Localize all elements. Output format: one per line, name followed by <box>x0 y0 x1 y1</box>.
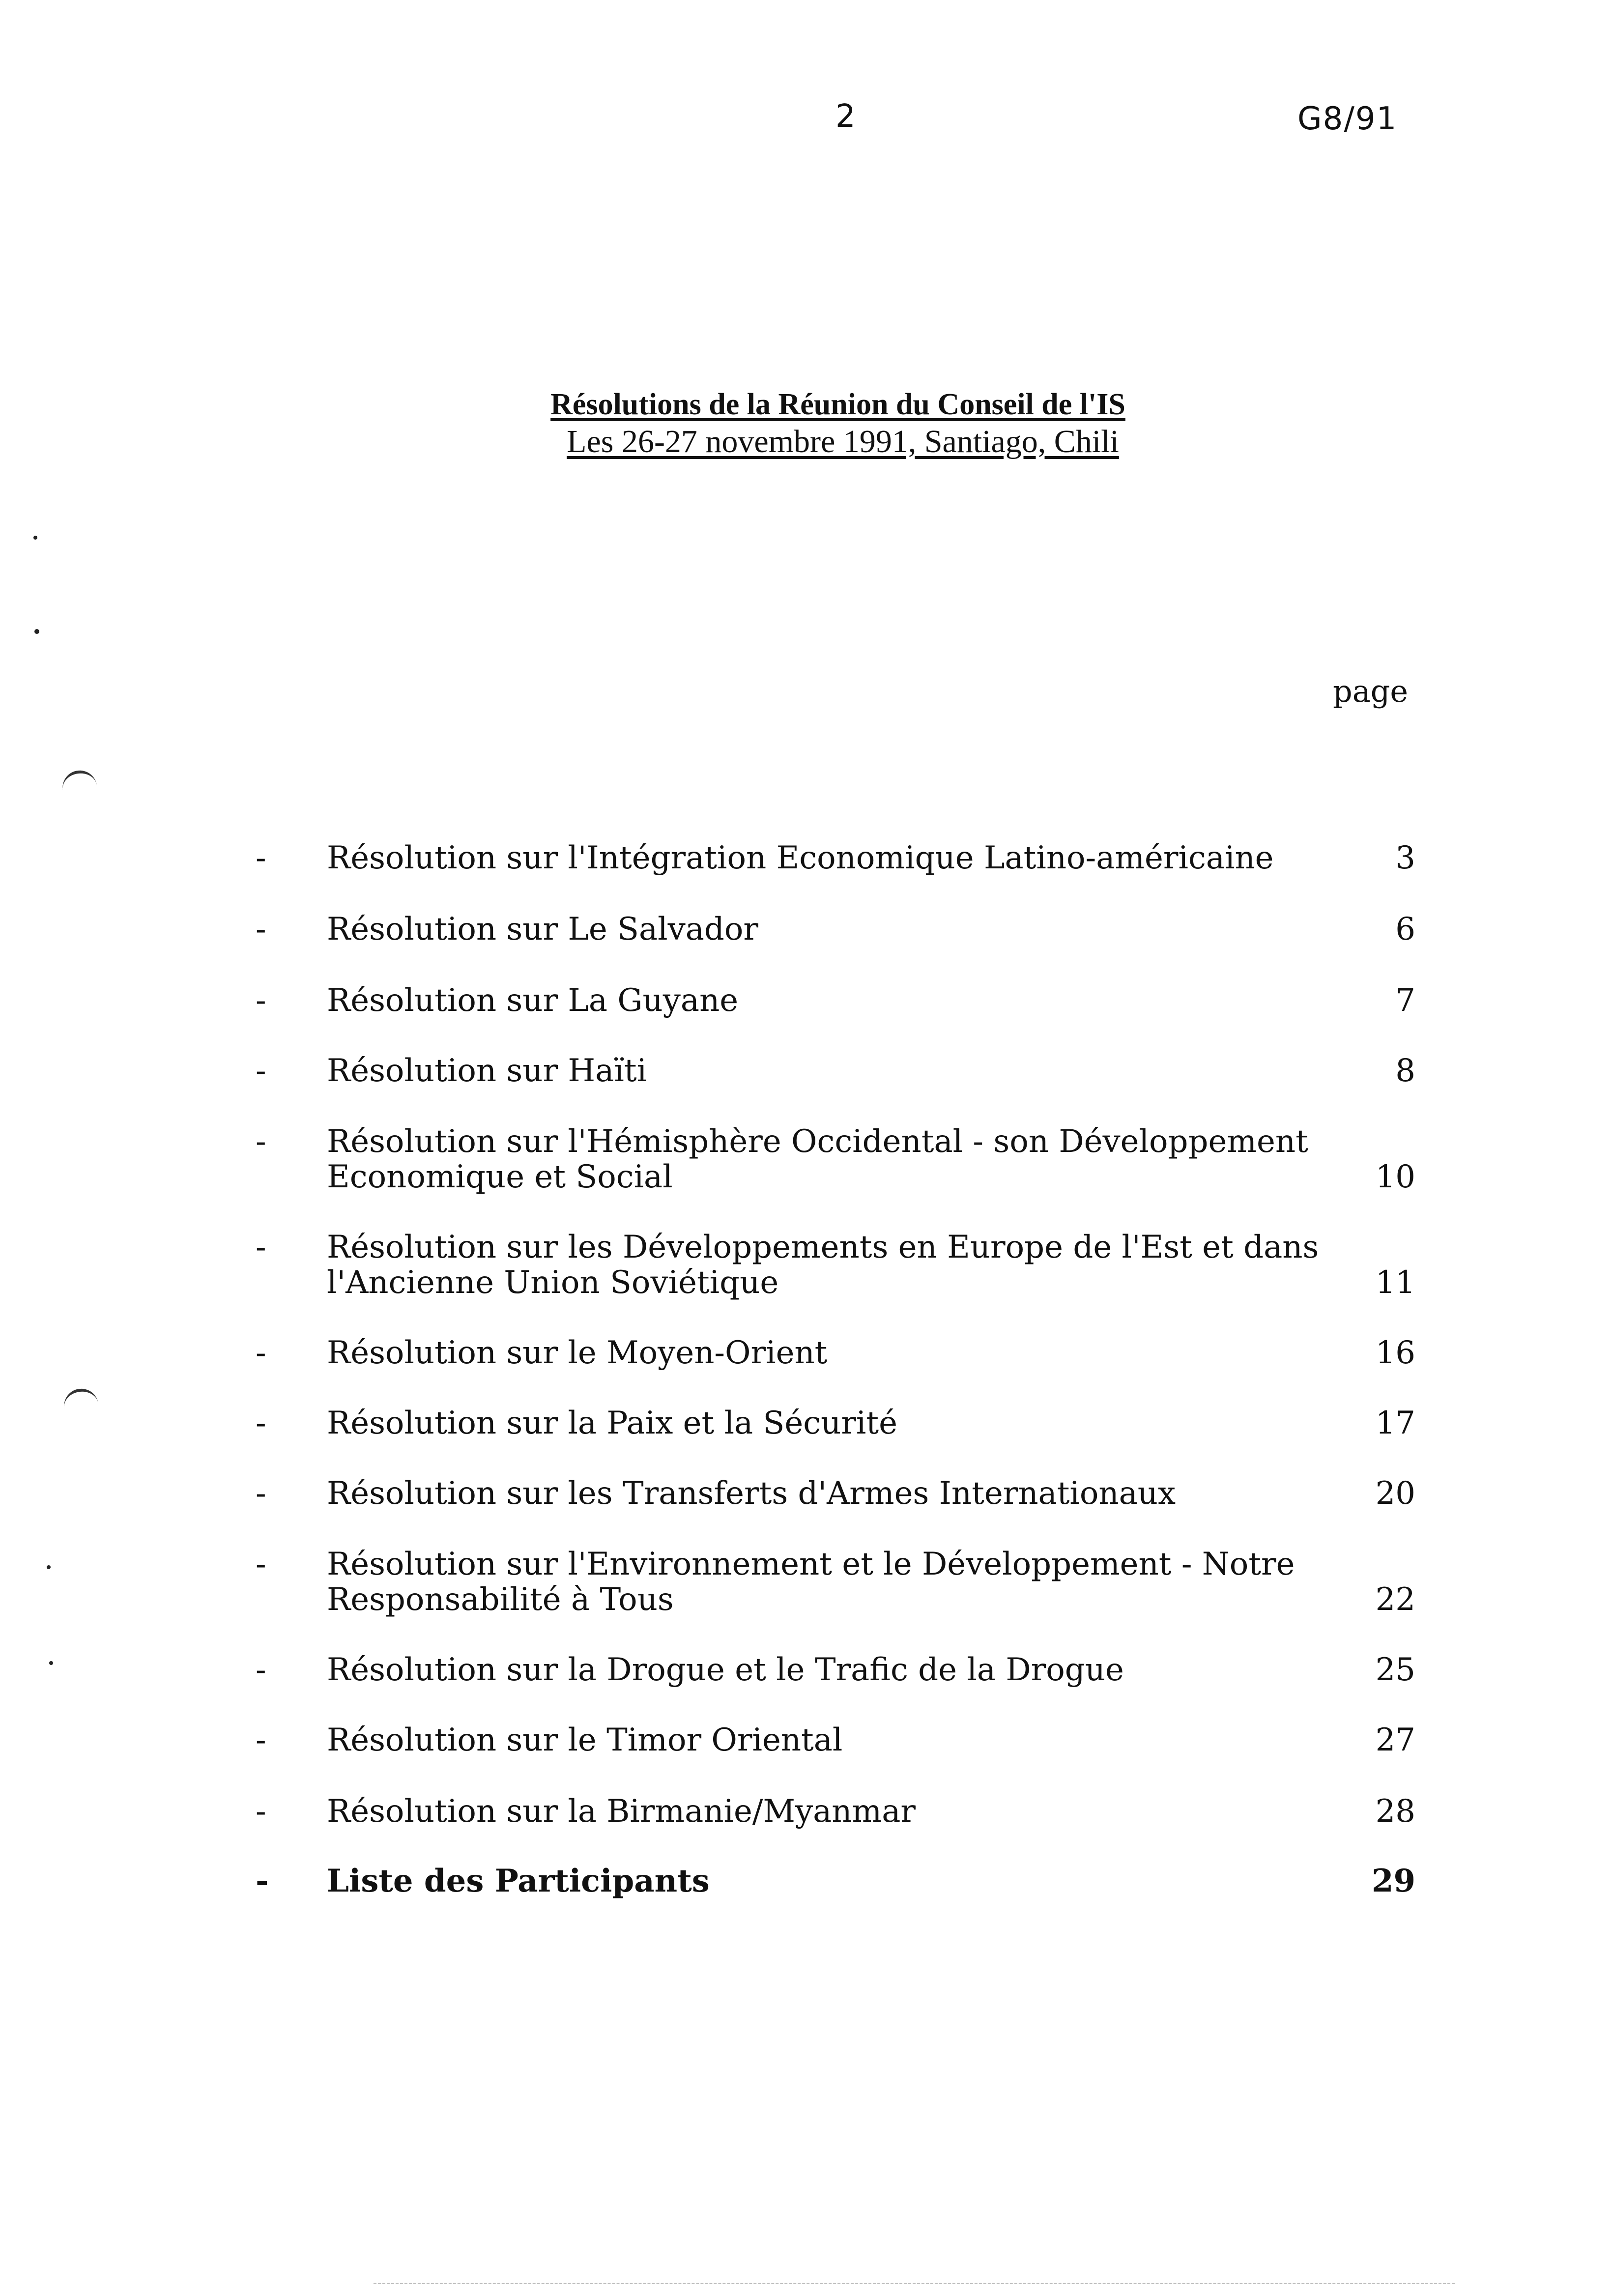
toc-page-column-label: page <box>1333 673 1409 709</box>
toc-entry <box>0 1124 1612 1198</box>
toc-entry <box>0 1053 1612 1127</box>
toc-entry-title: Résolution sur l'Environnement et le Développement - Notre Responsabilité à Tous <box>327 1546 1295 1618</box>
toc-entry <box>0 1230 1612 1303</box>
toc-entry-title: Résolution sur Haïti <box>327 1053 647 1089</box>
toc-entry-title: Résolution sur la Drogue et le Trafic de la Drogue <box>327 1652 1124 1688</box>
scan-speck <box>47 1565 51 1569</box>
toc-entry <box>0 1335 1612 1409</box>
toc-entry-dash: - <box>256 1793 266 1830</box>
toc-entry-title: Résolution sur La Guyane <box>327 982 739 1019</box>
toc-entry-dash: - <box>256 1722 266 1758</box>
toc-entry-title: Résolution sur l'Intégration Economique Latino-américaine <box>327 840 1274 876</box>
toc-entry-page: 10 <box>1375 1159 1415 1195</box>
toc-entry-title: Résolution sur la Birmanie/Myanmar <box>327 1793 916 1830</box>
toc-entry <box>0 1794 1612 1867</box>
toc-entry-page: 25 <box>1375 1652 1415 1688</box>
toc-entry-page: 20 <box>1375 1475 1415 1512</box>
toc-entry <box>0 1406 1612 1479</box>
toc-entry <box>0 1722 1612 1796</box>
document-subtitle: Les 26-27 novembre 1991, Santiago, Chili <box>567 424 1119 459</box>
toc-entry-page: 6 <box>1395 911 1415 947</box>
toc-entry-title: Résolution sur les Transferts d'Armes Internationaux <box>327 1475 1176 1512</box>
toc-entry-dash: - <box>256 911 266 947</box>
page-number: 2 <box>835 98 856 135</box>
toc-entry-dash: - <box>256 1546 266 1582</box>
scan-speck <box>49 1661 53 1665</box>
toc-entry-page: 28 <box>1375 1793 1415 1830</box>
scan-edge-line <box>374 2283 1455 2284</box>
toc-entry-dash: - <box>256 1335 266 1371</box>
scan-speck <box>34 629 39 634</box>
toc-entry-dash: - <box>256 1123 266 1160</box>
scan-speck <box>33 536 37 540</box>
toc-entry-page: 22 <box>1375 1581 1415 1618</box>
toc-entry-title: Résolution sur le Moyen-Orient <box>327 1335 828 1371</box>
toc-entry-page: 11 <box>1375 1264 1415 1301</box>
toc-entry-dash: - <box>256 1475 266 1512</box>
toc-entry-dash: - <box>256 1229 266 1265</box>
toc-entry-title: Résolution sur Le Salvador <box>327 911 758 947</box>
scan-mark <box>60 768 97 790</box>
toc-entry-title: Résolution sur les Développements en Europe de l'Est et dans l'Ancienne Union Soviétique <box>327 1229 1319 1301</box>
toc-entry-page: 16 <box>1375 1335 1415 1371</box>
toc-entry-dash: - <box>256 1863 269 1899</box>
toc-entry <box>0 1476 1612 1550</box>
toc-entry <box>0 983 1612 1057</box>
toc-entry <box>0 1652 1612 1726</box>
document-title: Résolutions de la Réunion du Conseil de l'IS <box>550 388 1125 421</box>
toc-entry-dash: - <box>256 1405 266 1441</box>
toc-entry-title: Résolution sur l'Hémisphère Occidental - son Développement Economique et Social <box>327 1123 1308 1195</box>
toc-entry-participants <box>0 1864 1612 1937</box>
toc-entry-page: 29 <box>1371 1863 1415 1899</box>
toc-entry-page: 3 <box>1395 840 1415 876</box>
toc-entry-title: Liste des Participants <box>327 1863 710 1899</box>
toc-entry-dash: - <box>256 840 266 876</box>
toc-entry-page: 8 <box>1395 1053 1415 1089</box>
toc-entry-dash: - <box>256 1053 266 1089</box>
document-title-block <box>0 386 1612 460</box>
toc-entry-title: Résolution sur la Paix et la Sécurité <box>327 1405 897 1441</box>
toc-entry-dash: - <box>256 1652 266 1688</box>
document-reference: G8/91 <box>1297 101 1398 137</box>
toc-entry-page: 17 <box>1375 1405 1415 1441</box>
toc-entry <box>0 1547 1612 1620</box>
toc-entry-dash: - <box>256 982 266 1019</box>
toc-entry-page: 7 <box>1395 982 1415 1019</box>
toc-entry <box>0 912 1612 985</box>
toc-entry-page: 27 <box>1375 1722 1415 1758</box>
toc-entry <box>0 840 1612 914</box>
toc-entry-title: Résolution sur le Timor Oriental <box>327 1722 843 1758</box>
